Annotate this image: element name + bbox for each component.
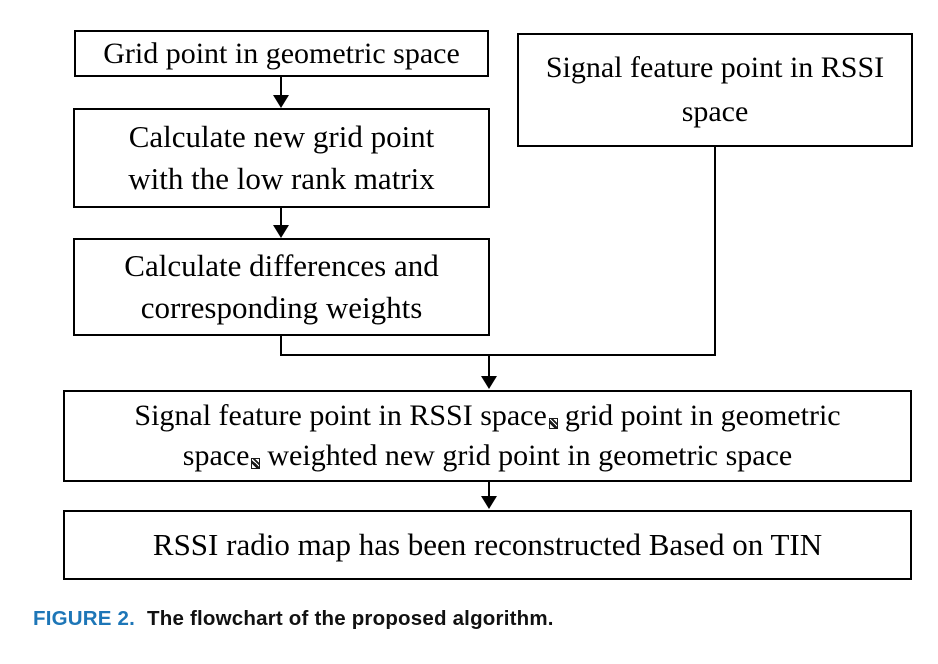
flow-box-signal-feature — [517, 33, 913, 147]
arrow-down-icon — [481, 496, 497, 509]
arrow-down-icon — [273, 95, 289, 108]
figure-caption-text: The flowchart of the proposed algorithm. — [147, 607, 554, 630]
flow-box-merge-line2 — [183, 436, 792, 476]
flow-box-result-label: RSSI radio map has been reconstructed Based on TIN — [152, 527, 823, 562]
flow-box-merge-line1 — [134, 396, 840, 436]
unknown-glyph-separator-icon — [549, 418, 558, 429]
flow-box-calc-new-grid-line1: Calculate new grid point — [128, 119, 435, 154]
flow-box-merge — [63, 390, 912, 482]
connector-into-merge-line — [488, 356, 490, 377]
connector-grid-to-calc-line — [280, 77, 282, 97]
figure-caption-label: FIGURE 2. — [33, 607, 136, 630]
flow-box-merge-line1-part1: Signal feature point in RSSI space — [134, 399, 547, 432]
connector-merge-to-result-line — [488, 482, 490, 497]
connector-signal-drop-line — [714, 147, 716, 356]
connector-diff-drop-line — [280, 336, 282, 356]
flow-box-signal-feature-line2: space — [681, 95, 749, 128]
flow-box-grid-point-label: Grid point in geometric space — [103, 36, 460, 70]
connector-merge-horizontal-line — [280, 354, 716, 356]
flow-box-grid-point — [74, 30, 489, 77]
flow-box-signal-feature-line1: Signal feature point in RSSI — [545, 51, 885, 84]
flow-box-calc-new-grid-line2: with the low rank matrix — [128, 161, 435, 196]
connector-calc-to-diff-line — [280, 208, 282, 226]
arrow-down-icon — [273, 225, 289, 238]
flow-box-calc-differences-line2: corresponding weights — [140, 290, 423, 325]
flow-box-merge-line2-part2: weighted new grid point in geometric space — [267, 439, 793, 472]
figure-caption — [33, 607, 554, 631]
flow-box-calc-new-grid — [73, 108, 490, 208]
flow-box-calc-differences-line1: Calculate differences and — [124, 248, 439, 283]
unknown-glyph-separator-icon — [251, 458, 260, 469]
flow-box-result — [63, 510, 912, 580]
flow-box-merge-line1-part2: grid point in geometric — [564, 399, 841, 432]
arrow-down-icon — [481, 376, 497, 389]
flow-box-calc-differences — [73, 238, 490, 336]
flow-box-merge-line2-part1: space — [182, 439, 250, 472]
